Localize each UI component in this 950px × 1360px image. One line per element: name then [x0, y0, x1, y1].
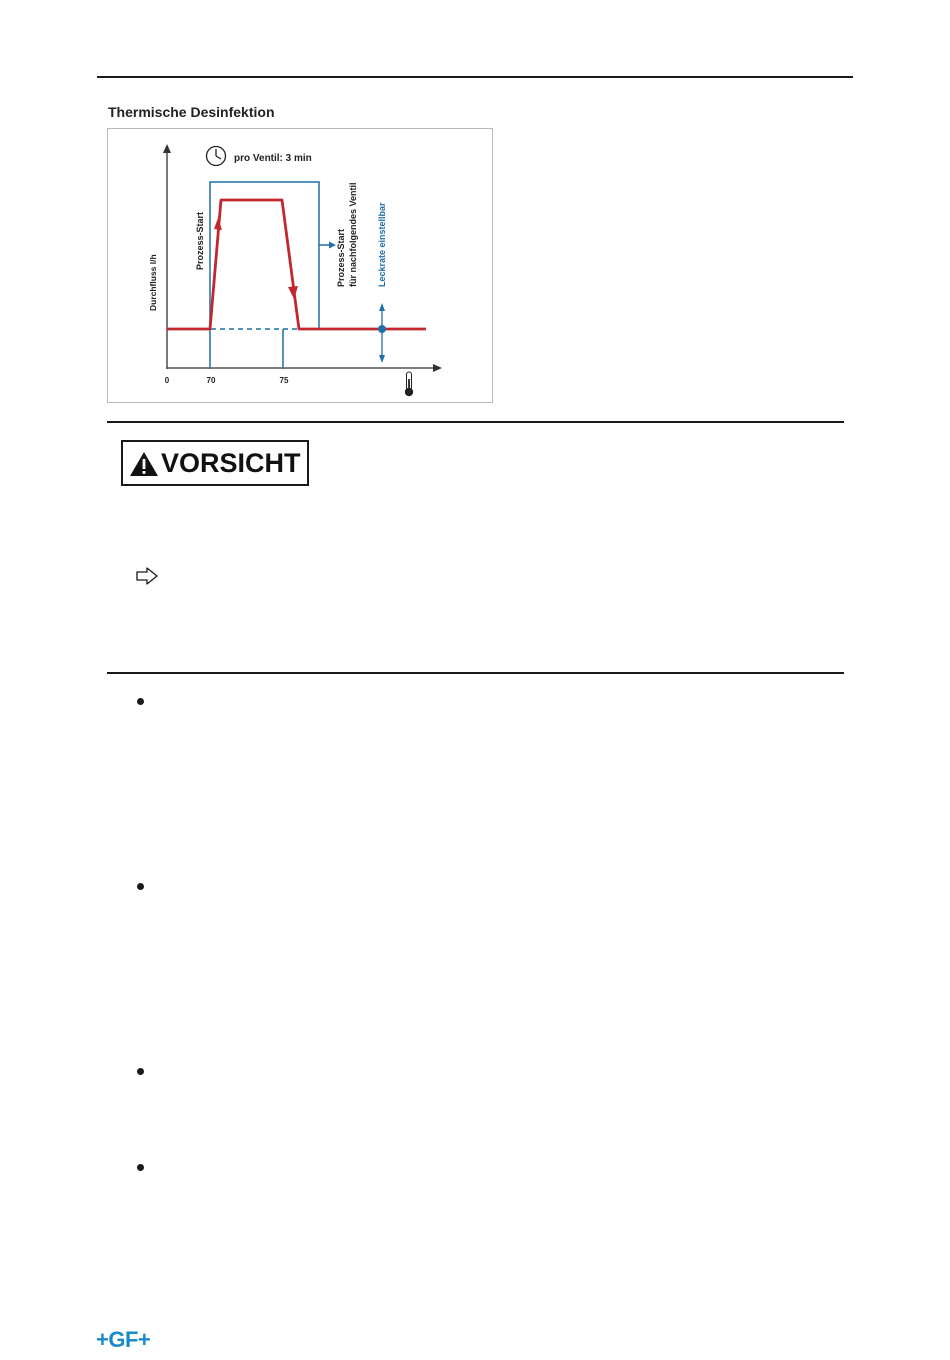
- leak-rate-point: [378, 325, 386, 333]
- next-start-arrowhead: [329, 242, 336, 249]
- gf-logo: +GF+: [96, 1327, 151, 1352]
- caution-label: VORSICHT: [161, 448, 301, 478]
- caution-sign: [121, 440, 309, 486]
- x-axis-arrow: [433, 364, 442, 372]
- leak-rate-arrow-up: [379, 303, 385, 311]
- disinfection-chart: [108, 129, 494, 404]
- leak-rate-arrow-down: [379, 355, 385, 363]
- header-rule: [97, 76, 853, 78]
- flow-curve: [167, 200, 426, 329]
- next-start-label-line2: für nachfolgendes Ventil: [348, 182, 358, 287]
- list-bullet: [137, 698, 144, 705]
- process-window-line: [210, 182, 319, 369]
- process-start-label: Prozess-Start: [195, 211, 205, 270]
- section-title: Thermische Desinfektion: [108, 104, 275, 120]
- list-bullet: [137, 1068, 144, 1075]
- hollow-arrow-right-icon: [135, 567, 159, 585]
- thermometer-icon: [405, 372, 413, 396]
- y-axis-arrow: [163, 144, 171, 153]
- next-start-label-line1: Prozess-Start: [336, 228, 346, 287]
- caution-bottom-rule: [107, 672, 844, 674]
- y-axis-label: Durchfluss l/h: [148, 254, 158, 311]
- caution-top-rule: [107, 421, 844, 423]
- disinfection-figure: [107, 128, 493, 403]
- timer-label: pro Ventil: 3 min: [234, 153, 312, 164]
- x-tick-label-0: 0: [164, 376, 170, 385]
- leak-rate-label: Leckrate einstellbar: [377, 202, 387, 287]
- list-bullet: [137, 883, 144, 890]
- x-tick-label-70: 70: [206, 376, 216, 385]
- warning-triangle-icon: [129, 451, 159, 477]
- flow-arrow-down: [288, 286, 298, 299]
- clock-icon: [207, 147, 226, 166]
- flow-arrow-up: [214, 218, 222, 230]
- list-bullet: [137, 1164, 144, 1171]
- x-tick-label-75: 75: [279, 376, 289, 385]
